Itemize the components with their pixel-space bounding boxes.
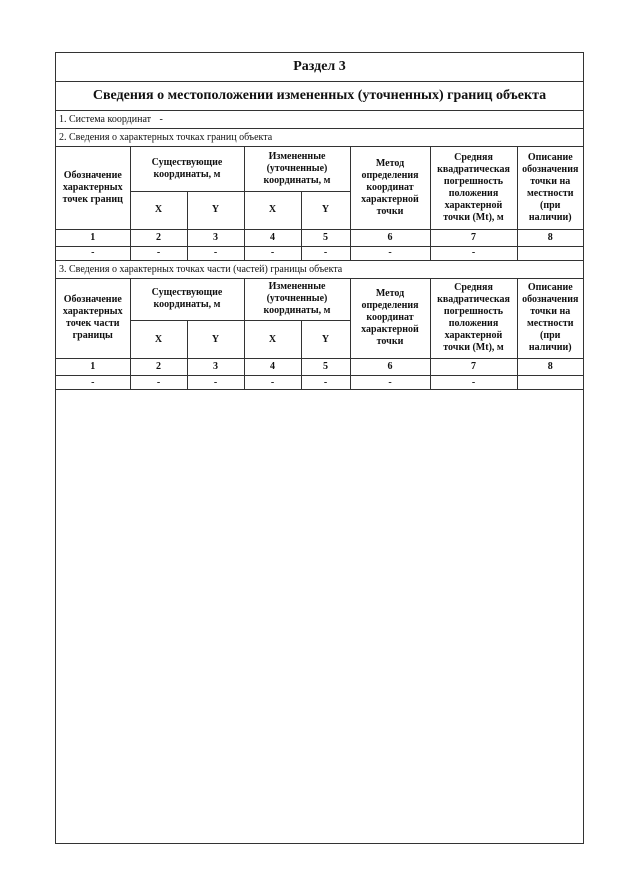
page-title: Сведения о местоположении измененных (уточненных) границ объекта [56,82,583,111]
column-number: 3 [187,359,244,376]
block1-caption: 2. Сведения о характерных точках границ объекта [56,129,583,147]
column-number: 6 [350,359,430,376]
cell-value: - [430,376,517,390]
column-number: 7 [430,229,517,246]
column-number: 8 [517,229,583,246]
column-numbers-row [56,229,583,246]
cell-value: - [244,376,301,390]
header-method: Метод определения координат характерной точки [350,279,430,359]
header-changed: Измененные (уточненные) координаты, м [244,279,350,321]
column-number: 4 [244,359,301,376]
cell-value: - [56,246,130,260]
header-designation: Обозначение характерных точек границ [56,147,130,229]
header-method: Метод определения координат характерной точки [350,147,430,229]
cell-value: - [187,246,244,260]
header-existing-y: Y [187,191,244,229]
column-number: 1 [56,359,130,376]
header-changed-y: Y [301,321,350,359]
header-changed: Измененные (уточненные) координаты, м [244,147,350,191]
header-existing-x: X [130,321,187,359]
column-number: 6 [350,229,430,246]
header-changed-x: X [244,321,301,359]
cell-value: - [350,246,430,260]
column-number: 4 [244,229,301,246]
document-frame [55,52,584,844]
column-number: 3 [187,229,244,246]
section-label: Раздел 3 [56,53,583,82]
column-number: 5 [301,359,350,376]
cell-value: - [350,376,430,390]
block2-caption: 3. Сведения о характерных точках части (частей) границы объекта [56,261,583,279]
header-description: Описание обозначения точки на местности (при наличии) [517,279,583,359]
cell-value: - [244,246,301,260]
coordinate-system-value: - [159,114,163,125]
cell-value: - [130,376,187,390]
table-row [56,376,583,390]
header-description: Описание обозначения точки на местности (при наличии) [517,147,583,229]
cell-value [517,246,583,260]
header-existing-y: Y [187,321,244,359]
boundary-points-table [56,147,583,261]
cell-value: - [56,376,130,390]
part-boundary-points-table [56,279,583,391]
column-number: 8 [517,359,583,376]
coordinate-system-label: 1. Система координат [59,114,152,125]
header-changed-x: X [244,191,301,229]
header-error: Средняя квадратическая погрешность положения характерной точки (Mt), м [430,279,517,359]
column-number: 5 [301,229,350,246]
column-number: 1 [56,229,130,246]
header-changed-y: Y [301,191,350,229]
cell-value: - [430,246,517,260]
column-number: 7 [430,359,517,376]
cell-value: - [301,376,350,390]
coordinate-system-row [56,111,583,129]
table-row [56,246,583,260]
header-designation: Обозначение характерных точек части границы [56,279,130,359]
cell-value [517,376,583,390]
header-existing: Существующие координаты, м [130,279,244,321]
column-number: 2 [130,359,187,376]
header-error: Средняя квадратическая погрешность положения характерной точки (Mt), м [430,147,517,229]
cell-value: - [187,376,244,390]
header-existing-x: X [130,191,187,229]
cell-value: - [130,246,187,260]
cell-value: - [301,246,350,260]
header-existing: Существующие координаты, м [130,147,244,191]
column-number: 2 [130,229,187,246]
column-numbers-row [56,359,583,376]
